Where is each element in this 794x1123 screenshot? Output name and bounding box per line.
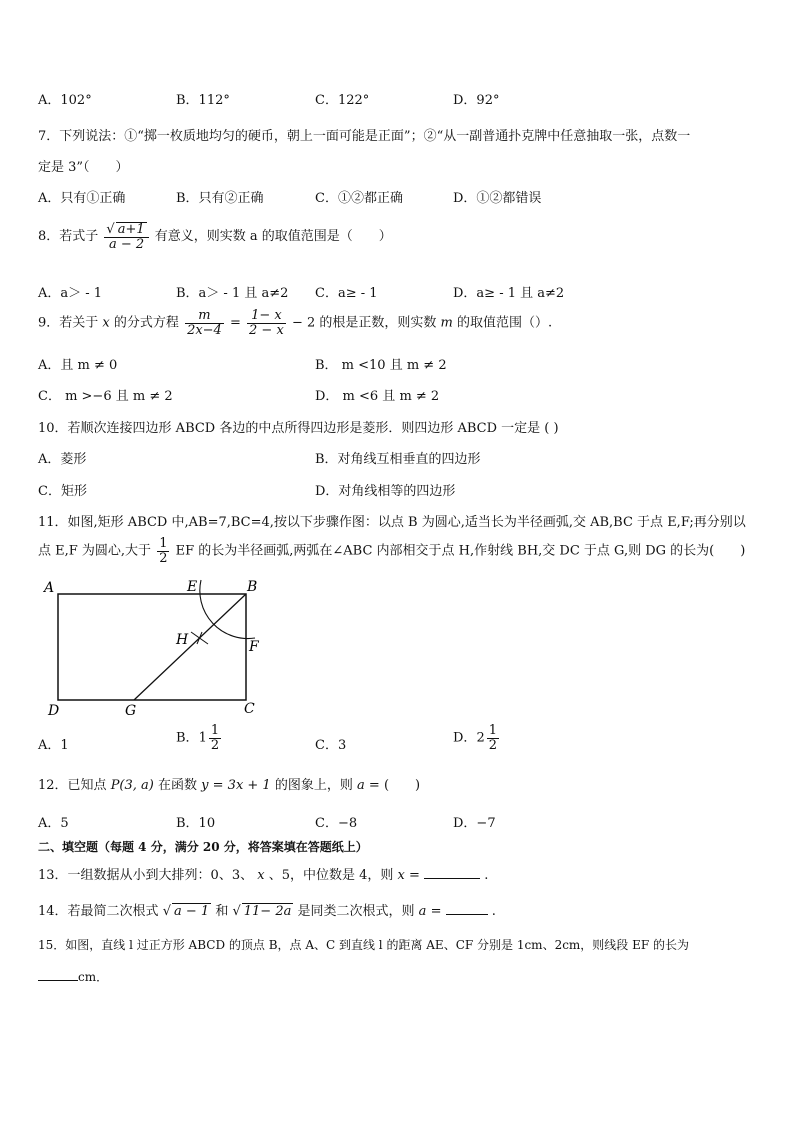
q9-text (38, 309, 552, 337)
q9-f2-num: 1− x (247, 309, 286, 324)
q9-fraction-1 (185, 309, 224, 337)
q11-option-d (453, 724, 501, 752)
q7-text-line2: 定是 3”（ ） (38, 160, 129, 175)
label-c: C (244, 701, 255, 717)
q15-text-line2 (38, 968, 108, 985)
q14-text-a: 14．若最简二次根式 (38, 904, 159, 919)
label-f: F (249, 639, 259, 655)
q9-var-x: x (102, 315, 110, 331)
q8-fraction: $\frac{√ a+1}{a - 2}$ (104, 222, 148, 251)
q11-figure (40, 572, 280, 722)
q12-text-d: = ( ) (368, 778, 421, 793)
q6-option-c: C．122° (315, 93, 370, 108)
q13-answer-blank[interactable] (424, 866, 480, 879)
label-d: D (48, 703, 60, 719)
q14-radicand-1: a − 1 (173, 904, 210, 919)
q9-var-m: m (440, 315, 453, 331)
q12-text-a: 12．已知点 (38, 778, 107, 793)
q14-radicand-2: 11− 2a (243, 904, 292, 919)
q9-option-d: D． m <6 且 m ≠ 2 (315, 389, 440, 404)
q8-prefix: 8．若式子 (38, 229, 99, 245)
q14-answer-blank[interactable] (446, 902, 488, 915)
q6-option-d: D．92° (453, 93, 500, 108)
q7-option-d: D．①②都错误 (453, 191, 542, 206)
q15-text-line1: 15．如图，直线 l 过正方形 ABCD 的顶点 B，点 A、C 到直线 l 的距离 AE、CF 分别是 1cm、2cm，则线段 EF 的长为 (38, 938, 690, 952)
q13-equals: = (409, 868, 420, 883)
q9-option-b: B． m <10 且 m ≠ 2 (315, 358, 447, 373)
q8-text (38, 222, 392, 251)
q11-option-a (38, 734, 69, 753)
q14-var-a: a (418, 904, 427, 919)
q9-prefix: 9．若关于 (38, 315, 99, 331)
q8-option-c: C．a≥ - 1 (315, 286, 378, 301)
q11-option-a-prefix: A． (38, 738, 61, 753)
q8-option-a: A．a＞ - 1 (38, 286, 103, 301)
q11-option-d-prefix: D． (453, 730, 477, 746)
q9-equals: = (229, 315, 241, 331)
q11-option-b-num: 1 (210, 723, 220, 738)
q12-var-a: a (357, 778, 365, 793)
q11-text-line1: 11．如图,矩形 ABCD 中,AB=7,BC=4,按以下步骤作图：以点 B 为圆心,适当长为半径画弧,交 AB,BC 于点 E,F;再分别以 (38, 515, 746, 530)
label-h: H (176, 632, 189, 648)
q12-option-d: D．−7 (453, 816, 496, 831)
q11-frac-den: 2 (159, 550, 168, 566)
q11-option-b-den: 2 (210, 737, 220, 753)
q11-line2-a: 点 E,F 为圆心,大于 (38, 543, 152, 559)
q9-tail: − 2 的根是正数，则实数 (291, 315, 437, 331)
rectangle-abcd (58, 594, 246, 700)
q10-option-d: D．对角线相等的四边形 (315, 484, 456, 499)
q9-option-c: C． m >−6 且 m ≠ 2 (38, 389, 173, 404)
q13-var-x: x (257, 868, 265, 883)
arc-mark-h-2 (197, 632, 202, 644)
q7-text-line1: 7．下列说法：①“掷一枚质地均匀的硬币，朝上一面可能是正面”；②“从一副普通扑克牌中任意抽取一张，点数一 (38, 129, 691, 144)
q12-option-b: B．10 (176, 816, 216, 831)
label-g: G (125, 703, 137, 719)
section-fill-in-title: 二、填空题（每题 4 分，满分 20 分，将答案填在答题纸上） (38, 840, 368, 854)
q8-suffix: 有意义，则实数 a 的取值范围是（ ） (154, 229, 392, 245)
q11-option-b-whole: 1 (198, 730, 207, 746)
q11-option-c-prefix: C． (315, 738, 338, 753)
label-e: E (187, 579, 198, 595)
q6-option-b: B．112° (176, 93, 230, 108)
q11-half-fraction (157, 537, 169, 565)
q13-text-b: 、5，中位数是 4，则 (268, 868, 394, 883)
q12-option-a: A．5 (38, 816, 69, 831)
q7-option-c: C．①②都正确 (315, 191, 403, 206)
q11-option-b (176, 724, 223, 752)
q9-f1-den: 2x−4 (187, 322, 222, 338)
q14-text (38, 900, 496, 919)
q11-option-c-value: 3 (337, 738, 347, 753)
q12-point: P(3, a) (110, 778, 154, 793)
q9-end: 的取值范围（）. (456, 315, 553, 331)
q14-end: . (491, 904, 496, 919)
q14-equals: = (430, 904, 442, 919)
q9-mid: 的分式方程 (113, 315, 179, 331)
q10-option-c: C．矩形 (38, 484, 87, 499)
q11-option-c (315, 734, 346, 753)
q11-option-d-den: 2 (488, 737, 497, 753)
q11-option-b-fraction (209, 724, 221, 752)
q9-fraction-2 (247, 309, 286, 337)
q14-text-b: 是同类二次根式，则 (297, 904, 415, 919)
ray-bh (134, 594, 246, 700)
q10-text: 10．若顺次连接四边形 ABCD 各边的中点所得四边形是菱形．则四边形 ABCD 一定是 ( ) (38, 421, 559, 436)
q13-text (38, 864, 488, 883)
q7-option-a: A．只有①正确 (38, 191, 126, 206)
q13-end: . (484, 868, 489, 883)
q14-radical-1: √ a − 1 (162, 904, 210, 919)
q14-radical-2: √ 11− 2a (232, 904, 292, 919)
q15-unit: cm． (78, 970, 109, 984)
q8-option-d: D．a≥ - 1 且 a≠2 (453, 286, 565, 301)
q11-frac-num: 1 (159, 536, 168, 551)
q9-f1-num: m (185, 309, 224, 324)
q10-option-a: A．菱形 (38, 452, 87, 467)
q15-answer-blank[interactable] (38, 968, 78, 981)
q10-option-b: B．对角线互相垂直的四边形 (315, 452, 481, 467)
q9-option-a: A．且 m ≠ 0 (38, 358, 118, 373)
q7-option-b: B．只有②正确 (176, 191, 264, 206)
q12-function: y = 3x + 1 (201, 778, 271, 793)
q11-text-line2 (38, 537, 745, 565)
q8-denominator: a − 2 (108, 236, 145, 252)
q12-text-b: 在函数 (158, 778, 198, 793)
label-a: A (44, 580, 55, 596)
q11-line2-b: EF 的长为半径画弧,两弧在∠ABC 内部相交于点 H,作射线 BH,交 DC 于点 G,则 DG 的长为( ) (175, 543, 746, 559)
q13-text-a: 13．一组数据从小到大排列：0、3、 (38, 868, 254, 883)
q13-var-x2: x (397, 868, 405, 883)
q12-text-c: 的图象上，则 (274, 778, 353, 793)
q11-option-d-num: 1 (488, 723, 497, 738)
q12-text (38, 774, 420, 793)
q8-option-b: B．a＞ - 1 且 a≠2 (176, 286, 289, 301)
q12-option-c: C．−8 (315, 816, 358, 831)
q11-option-d-whole: 2 (476, 730, 485, 746)
q11-option-b-prefix: B． (176, 730, 199, 746)
q14-and: 和 (215, 904, 229, 919)
q8-radicand: a+1 (117, 222, 145, 237)
q9-f2-den: 2 − x (249, 322, 284, 338)
q6-option-a: A．102° (38, 93, 92, 108)
q11-option-a-value: 1 (60, 738, 69, 753)
q11-option-d-fraction (487, 724, 499, 752)
label-b: B (247, 579, 258, 595)
